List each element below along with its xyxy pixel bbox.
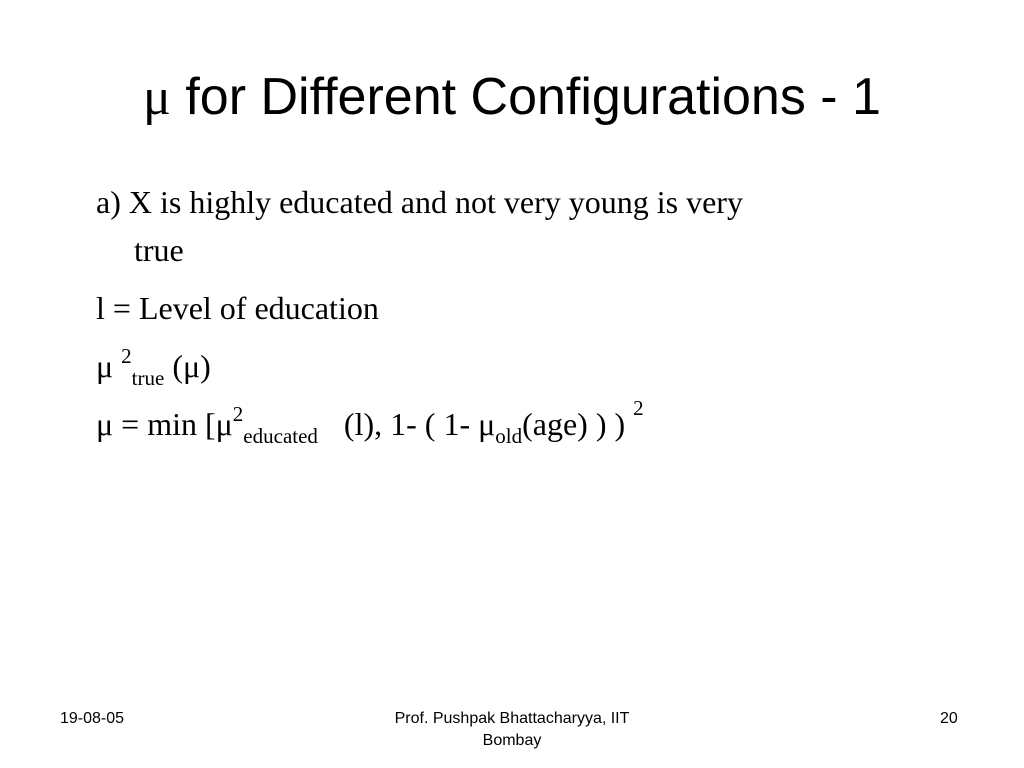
footer-author-line1: Prof. Pushpak Bhattacharyya, IIT <box>394 710 630 727</box>
title-text: for Different Configurations - 1 <box>185 68 881 126</box>
footer-page-number: 20 <box>940 710 958 727</box>
footer-author-line2: Bombay <box>482 732 542 749</box>
expr2-rest: (age) ) ) <box>522 406 626 442</box>
footer-author <box>312 708 712 752</box>
expression-mu-min <box>96 396 644 448</box>
expr1-power: 2 <box>121 344 132 368</box>
bullet-a-line2: true <box>134 232 184 268</box>
expr1-arg: (μ) <box>164 348 211 384</box>
expr2-mid: (l), 1- ( 1- μ <box>343 406 496 442</box>
definition-line: l = Level of education <box>96 290 379 326</box>
expression-mu-true <box>96 346 211 390</box>
expr2-outer-power: 2 <box>633 396 644 420</box>
bullet-a-line1: a) X is highly educated and not very young is very <box>96 184 743 220</box>
mu-symbol: μ <box>143 69 171 126</box>
expr2-subscript: educated <box>243 424 318 448</box>
expr1-mu: μ <box>96 348 122 384</box>
slide-title <box>0 62 1024 133</box>
expr2-lhs: μ = min [μ <box>96 406 233 442</box>
expr1-subscript: true <box>131 366 165 390</box>
expr2-power: 2 <box>232 402 244 426</box>
footer-date: 19-08-05 <box>60 710 125 727</box>
expr2-subscript2: old <box>495 424 523 448</box>
